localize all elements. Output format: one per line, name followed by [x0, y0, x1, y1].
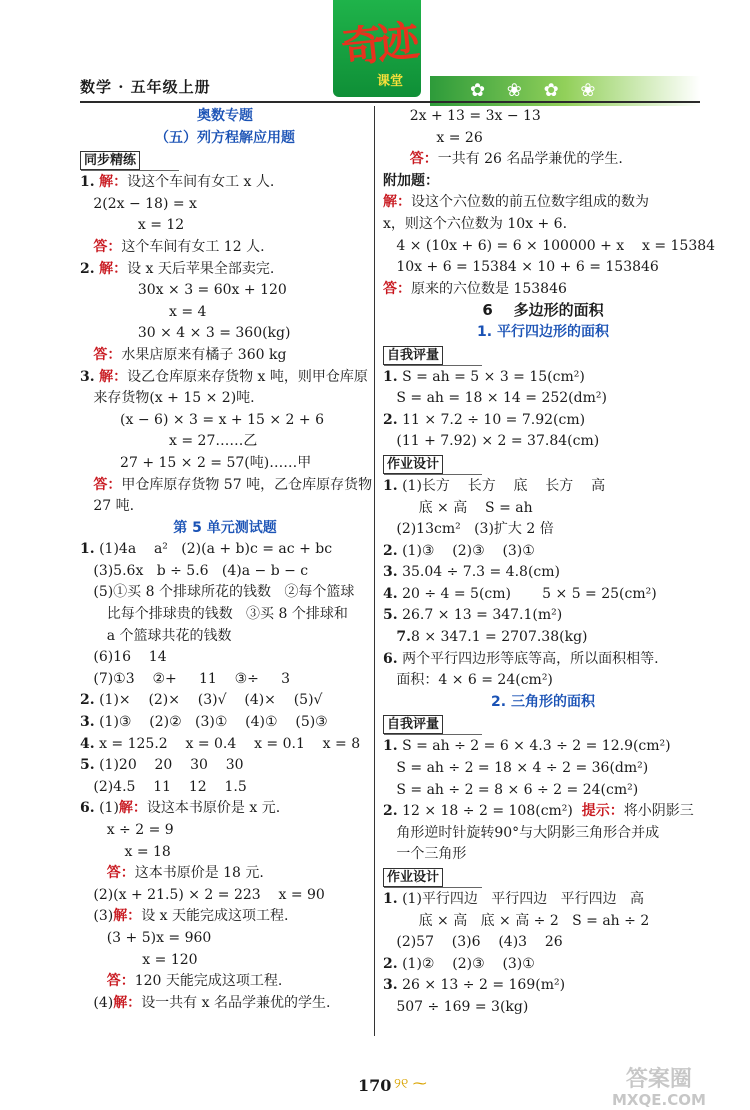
brand-logo-subtext: 课堂 — [377, 74, 404, 89]
right-line — [383, 713, 703, 736]
right-line: (2)57 (3)6 (4)3 26 — [383, 934, 563, 951]
left-line: 5. (1)20 20 30 30 — [80, 757, 244, 774]
left-line: (3 + 5)x = 960 — [80, 929, 212, 946]
watermark-top: 答案圈 — [625, 1067, 692, 1092]
section-label: 自我评量 — [383, 715, 443, 734]
left-line: x = 18 — [80, 843, 171, 860]
right-line: 4 × (10x + 6) = 6 × 100000 + x x = 15384 — [383, 237, 716, 254]
left-line: （五）列方程解应用题 — [155, 129, 295, 146]
left-line: 来存货物(x + 15 × 2)吨. — [80, 390, 255, 407]
right-line: 6 多边形的面积 — [482, 301, 604, 320]
left-line: 27 + 15 × 2 = 57(吨)……甲 — [80, 454, 312, 471]
right-line: 1. 平行四边形的面积 — [477, 323, 609, 340]
left-line: 第 5 单元测试题 — [173, 519, 277, 536]
left-line: 2. 解：设 x 天后苹果全部卖完. — [80, 260, 275, 277]
right-line: 角形逆时针旋转90°与大阴影三角形合并成 — [383, 824, 660, 841]
right-line: 3. 35.04 ÷ 7.3 = 4.8(cm) — [383, 564, 560, 581]
right-line: 7.8 × 347.1 = 2707.38(kg) — [396, 629, 588, 646]
left-line: (2)4.5 11 12 1.5 — [80, 778, 247, 795]
left-line: 1. 解：设这个车间有女工 x 人. — [80, 174, 275, 191]
right-line: 1. (1)长方 长方 底 长方 高 — [383, 477, 606, 494]
right-line: 2. (1)③ (2)③ (3)① — [383, 542, 535, 559]
section-label: 作业设计 — [383, 455, 443, 474]
left-line: x = 12 — [80, 217, 185, 234]
page-number: 170 — [358, 1076, 392, 1095]
right-line: x = 26 — [383, 129, 483, 146]
left-line: 比每个排球贵的钱数 ③买 8 个排球和 — [80, 606, 348, 623]
left-line: (7)①3 ②+ 11 ③÷ 3 — [80, 670, 291, 687]
right-line: 507 ÷ 169 = 3(kg) — [383, 998, 529, 1015]
watermark — [612, 1067, 706, 1110]
section-label: 同步精练 — [80, 151, 140, 170]
right-line — [383, 866, 703, 889]
right-line: 解：设这个六位数的前五位数字组成的数为 — [383, 194, 649, 211]
right-line: 底 × 高 底 × 高 ÷ 2 S = ah ÷ 2 — [383, 912, 650, 929]
right-line: (11 + 7.92) × 2 = 37.84(cm) — [383, 433, 600, 450]
left-line: x = 27……乙 — [80, 433, 258, 450]
footer-ornament: ୨୧ ⁓ — [394, 1076, 427, 1092]
left-line: 3. (1)③ (2)② (3)① (4)① (5)③ — [80, 714, 328, 731]
left-line: (3)解：设 x 天能完成这项工程. — [80, 908, 289, 925]
right-line — [383, 453, 703, 476]
left-line: 6. (1)解：设这本书原价是 x 元. — [80, 800, 281, 817]
left-line: (3)5.6x b ÷ 5.6 (4)a − b − c — [80, 562, 309, 579]
right-line: 2. 三角形的面积 — [491, 693, 595, 710]
left-line: 1. (1)4a a² (2)(a + b)c = ac + bc — [80, 541, 333, 558]
left-line: (x − 6) × 3 = x + 15 × 2 + 6 — [80, 411, 324, 428]
right-line: 10x + 6 = 15384 × 10 + 6 = 153846 — [383, 259, 659, 276]
left-line: (6)16 14 — [80, 649, 167, 666]
right-line: S = ah ÷ 2 = 8 × 6 ÷ 2 = 24(cm²) — [383, 781, 639, 798]
right-line: 附加题： — [383, 172, 439, 189]
section-label: 自我评量 — [383, 346, 443, 365]
left-line: 答：120 天能完成这项工程. — [106, 973, 283, 990]
right-line: 5. 26.7 × 13 = 347.1(m²) — [383, 607, 563, 624]
header-decoration: ✿ ❀ ✿ ❀ — [470, 80, 604, 101]
right-line: 6. 两个平行四边形等底等高，所以面积相等. — [383, 650, 659, 667]
right-line: 1. S = ah ÷ 2 = 6 × 4.3 ÷ 2 = 12.9(cm²) — [383, 738, 671, 755]
left-line: a 个篮球共花的钱数 — [80, 627, 232, 644]
left-line: 4. x = 125.2 x = 0.4 x = 0.1 x = 8 — [80, 735, 361, 752]
right-line: 面积：4 × 6 = 24(cm²) — [383, 672, 553, 689]
right-line: x，则这个六位数为 10x + 6. — [383, 215, 568, 232]
left-line: (4)解：设一共有 x 名品学兼优的学生. — [80, 994, 331, 1011]
left-line: 答：这个车间有女工 12 人. — [93, 238, 265, 255]
right-line: 2x + 13 = 3x − 13 — [383, 108, 541, 124]
left-line: 30x × 3 = 60x + 120 — [80, 282, 287, 299]
brand-logo — [333, 0, 421, 97]
right-line: 2. (1)② (2)③ (3)① — [383, 955, 535, 972]
left-line: x = 120 — [80, 951, 198, 968]
left-line: 答：这本书原价是 18 元. — [106, 865, 264, 882]
left-line: 答：水果店原来有橘子 360 kg — [93, 346, 287, 363]
right-line: 2. 11 × 7.2 ÷ 10 = 7.92(cm) — [383, 411, 586, 428]
left-line: 27 吨. — [80, 498, 135, 515]
left-line — [80, 149, 370, 172]
right-line — [383, 344, 703, 367]
right-line: 1. (1)平行四边 平行四边 平行四边 高 — [383, 891, 644, 907]
right-column — [383, 106, 716, 1019]
right-line: 答：原来的六位数是 153846 — [383, 280, 567, 297]
left-line: 答：甲仓库原存货物 57 吨，乙仓库原存货物 — [93, 476, 373, 493]
right-line: (2)13cm² (3)扩大 2 倍 — [383, 521, 554, 538]
left-line: 2. (1)× (2)× (3)√ (4)× (5)√ — [80, 692, 323, 709]
right-line: 3. 26 × 13 ÷ 2 = 169(m²) — [383, 977, 566, 994]
brand-logo-text: 奇迹 — [338, 16, 416, 73]
right-line: 1. S = ah = 5 × 3 = 15(cm²) — [383, 368, 585, 385]
right-line: 底 × 高 S = ah — [383, 499, 533, 516]
left-line: 奥数专题 — [197, 108, 253, 124]
right-line: S = ah ÷ 2 = 18 × 4 ÷ 2 = 36(dm²) — [383, 760, 649, 777]
left-column — [80, 106, 373, 1014]
right-line: 答：一共有 26 名品学兼优的学生. — [409, 151, 623, 168]
left-line: (5)①买 8 个排球所花的钱数 ②每个篮球 — [80, 584, 355, 601]
right-line: 2. 12 × 18 ÷ 2 = 108(cm²) 提示：将小阴影三 — [383, 803, 694, 820]
column-divider — [374, 106, 375, 1036]
left-line: 30 × 4 × 3 = 360(kg) — [80, 325, 291, 342]
right-line: 一个三角形 — [383, 846, 467, 863]
left-line: x = 4 — [80, 303, 207, 320]
watermark-bottom: MXQE.COM — [612, 1091, 706, 1109]
header-rule — [80, 101, 700, 103]
left-line: x ÷ 2 = 9 — [80, 822, 174, 838]
left-line: 3. 解：设乙仓库原来存货物 x 吨，则甲仓库原 — [80, 368, 368, 385]
left-line: 2(2x − 18) = x — [80, 195, 197, 212]
section-label: 作业设计 — [383, 868, 443, 887]
left-line: (2)(x + 21.5) × 2 = 223 x = 90 — [80, 886, 325, 903]
right-line: S = ah = 18 × 14 = 252(dm²) — [383, 390, 607, 407]
right-line: 4. 20 ÷ 4 = 5(cm) 5 × 5 = 25(cm²) — [383, 585, 657, 602]
header-subject: 数学 · 五年级上册 — [80, 78, 211, 96]
